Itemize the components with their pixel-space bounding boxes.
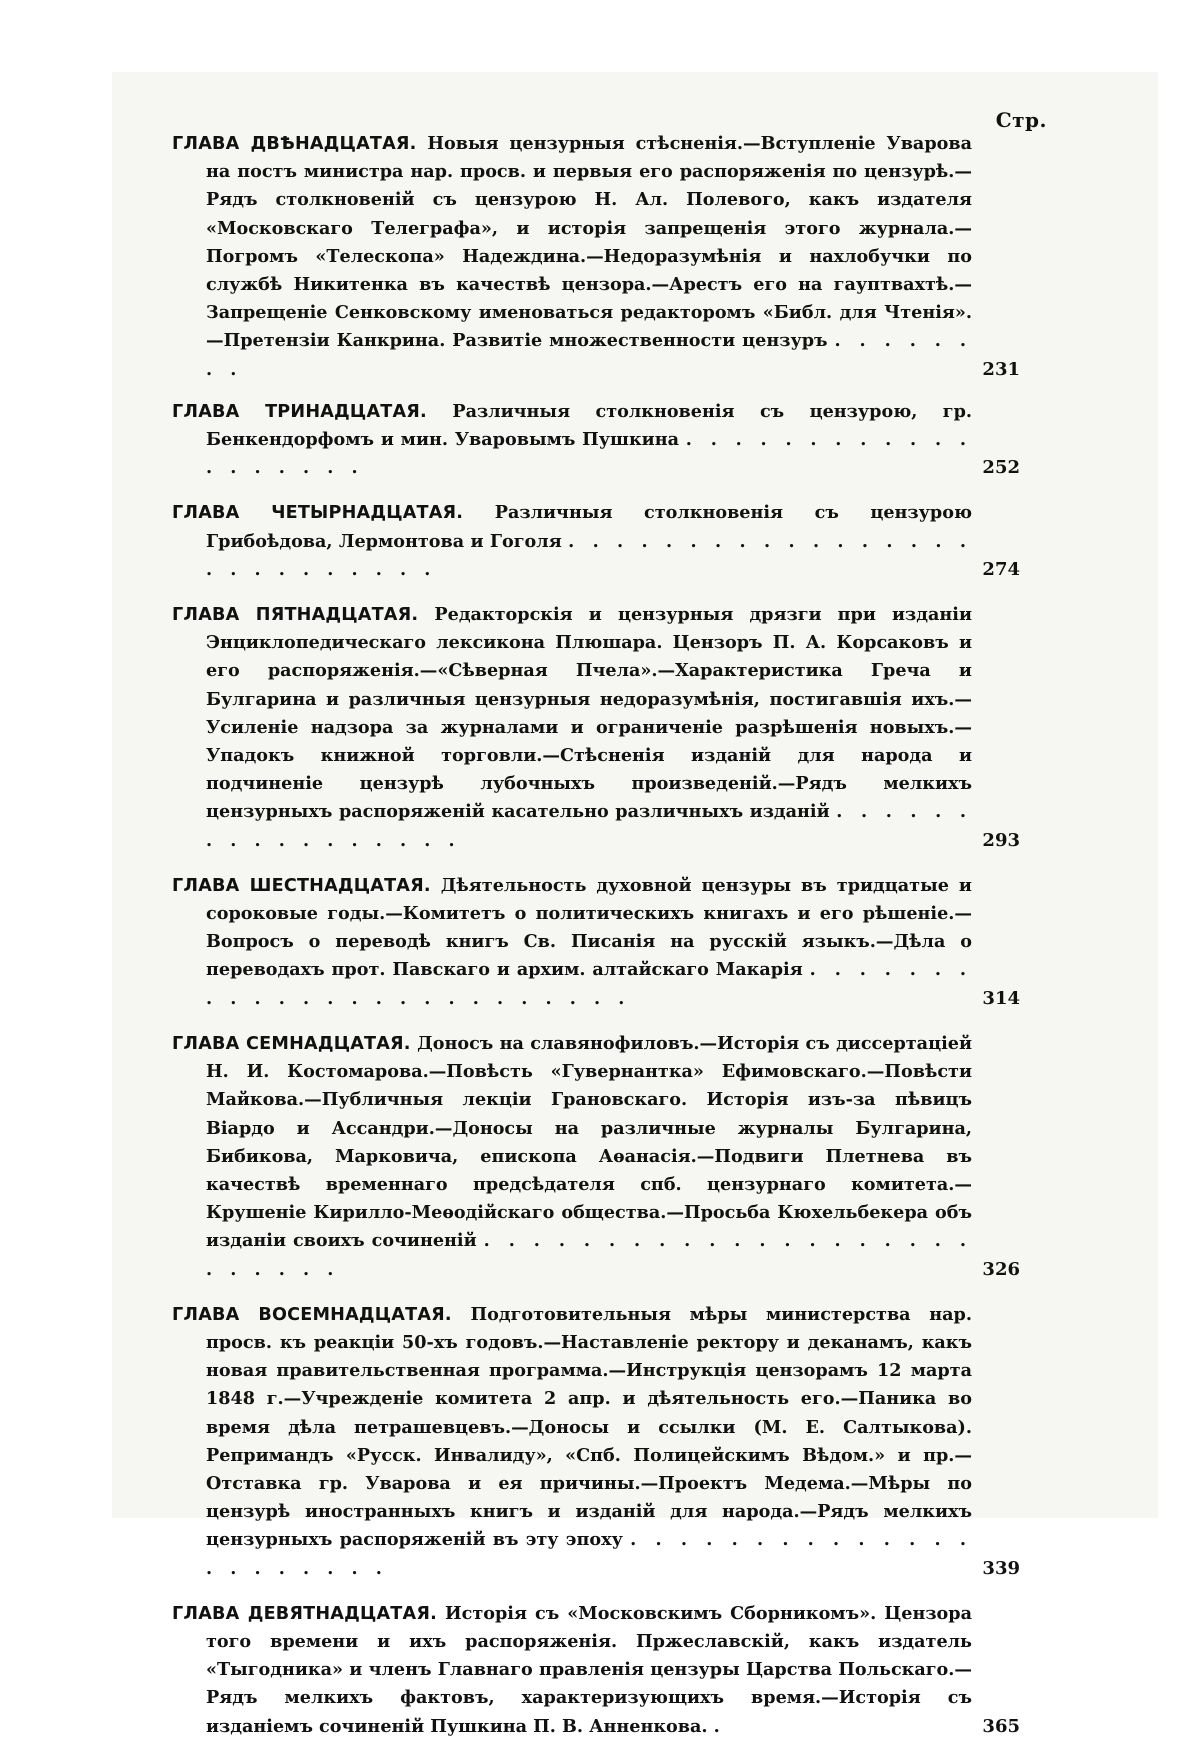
table-of-contents [172, 130, 1020, 1758]
toc-entry [172, 398, 1020, 483]
toc-entry [172, 1030, 1020, 1284]
chapter-description: Подготовительныя мѣры министерства нар. просв. къ реакціи 50-хъ годовъ.—Наставленіе ректору и деканамъ, какъ новая правительственная программа.—Инструкція цензорамъ 12 марта 1848 г.—Учрежденіе комитета 2 апр. и дѣятельность его.—Паника во время дѣла петрашевцевъ.—Доносы и ссылки (М. Е. Салтыкова). Репримандъ «Русск. Инвалиду», «Спб. Полицейскимъ Вѣдом.» и пр.—Отставка гр. Уварова и ея причины.—Проектъ Медема.—Мѣры по цензурѣ иностранныхъ книгъ и изданій для народа.—Рядъ мелкихъ цензурныхъ распоряженій въ эту эпоху [206, 1303, 972, 1551]
page-number: 326 [982, 1258, 1020, 1280]
dot-leader: . . . . . . . . . . . . . . . . . . . . . . . . . [206, 959, 972, 1009]
chapter-heading: ГЛАВА ТРИНАДЦАТАЯ. [172, 401, 427, 422]
page-number: 365 [982, 1715, 1020, 1737]
chapter-heading: ГЛАВА ШЕСТНАДЦАТАЯ. [172, 875, 431, 896]
dot-leader: . . . . . . . . . . . . . . . . . . . [206, 429, 972, 479]
page-column-label: Стр. [995, 108, 1047, 132]
chapter-heading: ГЛАВА ПЯТНАДЦАТАЯ. [172, 605, 419, 626]
toc-entry-title [172, 1600, 1020, 1741]
dot-leader: . . . . . . . . . . . . . . . . . . . . . . [206, 1529, 972, 1579]
chapter-heading: ГЛАВА ЧЕТЫРНАДЦАТАЯ. [172, 503, 464, 524]
toc-entry [172, 872, 1020, 1013]
toc-entry-title [172, 130, 1020, 384]
toc-entry [172, 1600, 1020, 1741]
toc-entry-title [172, 398, 1020, 483]
chapter-description: Дѣятельность духовной цензуры въ тридцатые и сороковые годы.—Комитетъ о политическихъ книгахъ и его рѣшеніе.—Вопросъ о переводѣ книгъ Св. Писанія на русскій языкъ.—Дѣла о переводахъ прот. Павскаго и архим. алтайскаго Макарія [206, 874, 972, 981]
toc-entry-title [172, 872, 1020, 1013]
toc-entry [172, 601, 1020, 855]
dot-leader: . . . . . . . . . . . . . . . . . . . . . . . . . . . [206, 530, 972, 580]
chapter-description: Редакторскія и цензурныя дрязги при изданіи Энциклопедическаго лексикона Плюшара. Цензоръ П. А. Корсаковъ и его распоряженія.—«Сѣверная Пчела».—Характеристика Греча и Булгарина и различныя цензурныя недоразумѣнія, постигавшія ихъ.—Усиленіе надзора за журналами и ограниченіе разрѣшенія новыхъ.—Упадокъ книжной торговли.—Стѣсненія изданій для народа и подчиненіе цензурѣ лубочныхъ произведеній.—Рядъ мелкихъ цензурныхъ распоряженій касательно различныхъ изданій [206, 604, 973, 823]
toc-entry [172, 130, 1020, 384]
toc-entry [172, 499, 1020, 584]
chapter-heading: ГЛАВА СЕМНАДЦАТАЯ. [172, 1033, 411, 1054]
toc-entry-title [172, 1301, 1020, 1583]
dot-leader: . . . . . . . . [206, 330, 972, 380]
chapter-description: Новыя цензурныя стѣсненія.—Вступленіе Уварова на постъ министра нар. просв. и первыя его распоряженія по цензурѣ.—Рядъ столкновеній съ цензурою Н. Ал. Полевого, какъ издателя «Московскаго Телеграфа», и исторія запрещенія этого журнала.—Погромъ «Телескопа» Надеждина.—Недоразумѣнія и нахлобучки по службѣ Никитенка въ качествѣ цензора.—Арестъ его на гауптвахтѣ.—Запрещеніе Сенковскому именоваться редакторомъ «Библ. для Чтенія».—Претензіи Канкрина. Развитіе множественности цензуръ [206, 133, 972, 352]
chapter-heading: ГЛАВА ДВѢНАДЦАТАЯ. [172, 134, 417, 154]
chapter-heading: ГЛАВА ДЕВЯТНАДЦАТАЯ. [172, 1603, 437, 1624]
page-number: 293 [982, 829, 1020, 851]
dot-leader: . . . . . . . . . . . . . . . . . . . . . . . . . . [206, 1230, 972, 1280]
chapter-description: Доносъ на славянофиловъ.—Исторія съ диссертаціей Н. И. Костомарова.—Повѣсть «Гувернантка» Ефимовскаго.—Повѣсти Майкова.—Публичныя лекціи Грановскаго. Исторія изъ-за пѣвицъ Віардо и Ассандри.—Доносы на различные журналы Булгарина, Бибикова, Марковича, епископа Аѳанасія.—Подвиги Плетнева въ качествѣ временнаго предсѣдателя спб. цензурнаго комитета.—Крушеніе Кирилло-Меѳодійскаго общества.—Просьба Кюхельбекера объ изданіи своихъ сочиненій [206, 1032, 972, 1252]
chapter-description: Различныя столкновенія съ цензурою Грибоѣдова, Лермонтова и Гоголя [206, 502, 972, 552]
toc-entry-title [172, 499, 1020, 584]
page-number: 274 [982, 558, 1020, 580]
page-number: 314 [982, 987, 1020, 1009]
chapter-description: Различныя столкновенія съ цензурою, гр. Бенкендорфомъ и мин. Уваровымъ Пушкина [206, 400, 972, 451]
chapter-heading: ГЛАВА ВОСЕМНАДЦАТАЯ. [172, 1304, 452, 1325]
page-number: 231 [982, 358, 1020, 380]
dot-leader: . [713, 1715, 726, 1737]
toc-entry-title [172, 601, 1020, 855]
page-number: 339 [982, 1557, 1020, 1579]
page-number: 252 [982, 457, 1020, 479]
chapter-description: Исторія съ «Московскимъ Сборникомъ». Цензора того времени и ихъ распоряженія. Пржеславскій, какъ издатель «Тыгодника» и членъ Главнаго правленія цензуры Царства Польскаго.—Рядъ мелкихъ фактовъ, характеризующихъ время.—Исторія съ изданіемъ сочиненій Пушкина П. В. Анненкова. [206, 1602, 972, 1737]
dot-leader: . . . . . . . . . . . . . . . . . [206, 801, 972, 851]
toc-entry-title [172, 1030, 1020, 1284]
toc-entry [172, 1301, 1020, 1583]
